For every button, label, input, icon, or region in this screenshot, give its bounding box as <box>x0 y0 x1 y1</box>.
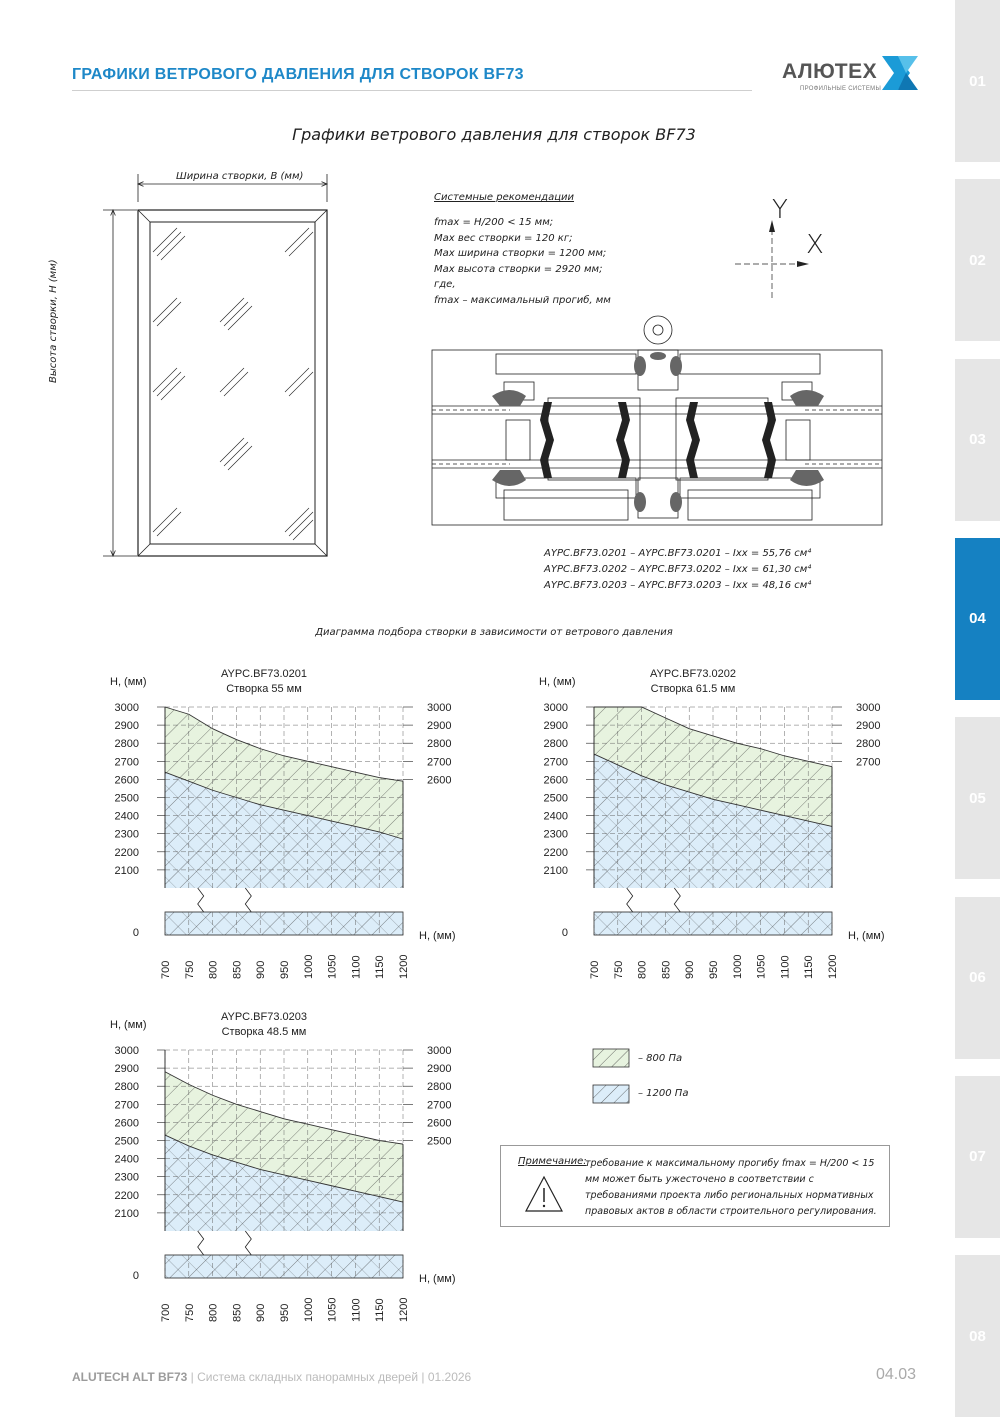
y-tick-right: 3000 <box>856 702 881 714</box>
y-tick-right: 2800 <box>427 738 452 751</box>
y-tick-right: 2600 <box>427 1117 452 1130</box>
y-tick-left: 0 <box>561 927 568 939</box>
note-text: требование к максимальному прогибу fmax = H/200 < 15 мм может быть ужесточено в соответствии с требованиями проекта либо региональных нормативных правовых актов в области строительного регулирования. <box>585 1158 877 1217</box>
logo-subtitle: ПРОФИЛЬНЫЕ СИСТЕМЫ <box>800 86 882 92</box>
profile-line: AYPC.BF73.0202 – AYPC.BF73.0202 – Ixx = 61,30 см⁴ <box>544 564 812 575</box>
legend-swatches <box>592 1048 632 1108</box>
x-tick-label: 950 <box>279 1303 291 1322</box>
chart-profile-0201 <box>95 660 470 985</box>
profile-section-drawing <box>430 310 885 528</box>
chart-title: AYPC.BF73.0201 <box>220 668 308 680</box>
y-tick-left: 2300 <box>543 828 568 841</box>
x-tick-label: 750 <box>183 960 196 979</box>
x-tick-label: 1200 <box>398 954 410 979</box>
y-tick-right: 2600 <box>427 774 452 787</box>
note-label: Примечание: <box>518 1156 587 1167</box>
x-tick-label: 700 <box>160 1303 172 1322</box>
chart-profile-0202 <box>524 660 899 985</box>
y-tick-left: 2400 <box>114 1153 139 1166</box>
logo-text: АЛЮТЕХ <box>782 60 878 83</box>
logo-icon <box>880 54 920 92</box>
y-tick-left: 2100 <box>114 864 139 877</box>
x-tick-label: 1200 <box>827 954 839 979</box>
y-tick-left: 2600 <box>543 774 568 787</box>
x-tick-label: 900 <box>255 960 268 979</box>
axis-break-mark <box>674 888 680 912</box>
y-tick-right: 3000 <box>427 1045 452 1057</box>
y-tick-left: 2700 <box>114 756 139 769</box>
y-tick-left: 2800 <box>114 1081 139 1094</box>
x-tick-label: 1050 <box>755 954 768 979</box>
recommendation-line: Max ширина створки = 1200 мм; <box>434 248 607 259</box>
y-tick-left: 2500 <box>543 792 568 805</box>
y-tick-left: 2600 <box>114 774 139 787</box>
x-tick-label: 950 <box>279 960 291 979</box>
y-tick-left: 2200 <box>543 846 568 859</box>
axis-x-label: X <box>806 230 824 260</box>
y-tick-left: 0 <box>132 927 139 939</box>
axis-break-mark <box>627 888 633 912</box>
y-tick-left: 2200 <box>114 1189 139 1202</box>
axis-break-mark <box>245 1231 251 1255</box>
header-divider <box>72 90 752 91</box>
sash-width-label: Ширина створки, В (мм) <box>176 171 304 182</box>
y-tick-left: 2900 <box>114 1063 139 1076</box>
chart-title: AYPC.BF73.0203 <box>220 1011 308 1023</box>
y-tick-right: 2500 <box>427 1135 452 1148</box>
header-title: ГРАФИКИ ВЕТРОВОГО ДАВЛЕНИЯ ДЛЯ СТВОРОК BF73 <box>72 66 524 83</box>
chart-subtitle: Створка 55 мм <box>226 683 302 695</box>
y-axis-label: H, (мм) <box>110 1019 147 1031</box>
recommendation-line: где, <box>434 279 456 290</box>
tab-02[interactable]: 02 <box>955 179 1000 341</box>
x-tick-label: 1200 <box>398 1297 410 1322</box>
x-tick-label: 1000 <box>731 954 744 979</box>
tab-05[interactable]: 05 <box>955 717 1000 879</box>
chart-subtitle: Створка 61.5 мм <box>650 683 736 695</box>
y-tick-left: 2300 <box>114 1171 139 1184</box>
x-tick-label: 750 <box>183 1303 196 1322</box>
sash-drawing <box>95 160 340 570</box>
y-tick-right: 2700 <box>856 756 881 769</box>
axis-break-mark <box>198 1231 204 1255</box>
chart-title: AYPC.BF73.0202 <box>649 668 737 680</box>
x-axis-label: H, (мм) <box>419 1273 456 1285</box>
x-tick-label: 900 <box>255 1303 268 1322</box>
profile-line: AYPC.BF73.0201 – AYPC.BF73.0201 – Ixx = 55,76 см⁴ <box>544 548 812 559</box>
footer-text <box>72 1370 471 1384</box>
y-tick-right: 3000 <box>427 702 452 714</box>
x-tick-label: 800 <box>207 960 220 979</box>
y-tick-left: 2500 <box>114 792 139 805</box>
x-tick-label: 1100 <box>350 955 363 979</box>
tab-08[interactable]: 08 <box>955 1255 1000 1417</box>
x-tick-label: 1150 <box>803 955 816 979</box>
y-tick-right: 2900 <box>427 720 452 733</box>
document-title: Графики ветрового давления для створок BF73 <box>292 125 696 144</box>
tab-01[interactable]: 01 <box>955 0 1000 162</box>
tab-06[interactable]: 06 <box>955 897 1000 1059</box>
x-tick-label: 850 <box>660 960 673 979</box>
x-tick-label: 950 <box>708 960 720 979</box>
x-tick-label: 900 <box>684 960 697 979</box>
section-tabs <box>955 0 1000 1415</box>
y-tick-left: 2900 <box>114 720 139 733</box>
x-tick-label: 800 <box>207 1303 220 1322</box>
warning-icon <box>524 1174 564 1214</box>
x-tick-label: 1100 <box>779 955 792 979</box>
x-tick-label: 850 <box>231 960 244 979</box>
y-tick-left: 2900 <box>543 720 568 733</box>
recommendation-line: fmax – максимальный прогиб, мм <box>434 294 611 306</box>
chart-profile-0203 <box>95 1003 470 1328</box>
page-number: 04.03 <box>876 1366 917 1383</box>
legend-label-800: – 800 Па <box>638 1053 683 1064</box>
y-tick-left: 2700 <box>114 1099 139 1112</box>
y-tick-right: 2700 <box>427 756 452 769</box>
recommendations-list <box>434 215 611 308</box>
axis-y-label: Y <box>772 195 788 225</box>
x-tick-label: 750 <box>612 960 625 979</box>
y-tick-right: 2800 <box>856 738 881 751</box>
x-tick-label: 800 <box>636 960 649 979</box>
y-tick-left: 2400 <box>543 810 568 823</box>
profiles-list <box>544 546 811 594</box>
x-tick-label: 700 <box>589 960 601 979</box>
sash-height-label: Высота створки, Н (мм) <box>48 259 59 383</box>
y-tick-left: 2300 <box>114 828 139 841</box>
recommendation-line: Max вес створки = 120 кг; <box>434 232 573 244</box>
profile-line: AYPC.BF73.0203 – AYPC.BF73.0203 – Ixx = 48,16 см⁴ <box>544 580 812 591</box>
tab-03[interactable]: 03 <box>955 359 1000 521</box>
y-tick-right: 2800 <box>427 1081 452 1094</box>
axis-break-mark <box>245 888 251 912</box>
x-tick-label: 1000 <box>302 1297 315 1322</box>
diagram-title: Диаграмма подбора створки в зависимости от ветрового давления <box>315 627 673 638</box>
y-tick-right: 2900 <box>427 1063 452 1076</box>
y-tick-left: 2100 <box>543 864 568 877</box>
recommendations-heading: Системные рекомендации <box>434 192 575 203</box>
recommendation-line: fmax = H/200 < 15 мм; <box>434 217 554 228</box>
footer-description: | Система складных панорамных дверей | 01.2026 <box>187 1370 472 1384</box>
y-tick-left: 2400 <box>114 810 139 823</box>
y-tick-left: 2200 <box>114 846 139 859</box>
x-tick-label: 1050 <box>326 1297 339 1322</box>
x-tick-label: 1050 <box>326 954 339 979</box>
y-tick-left: 2800 <box>114 738 139 751</box>
y-axis-label: H, (мм) <box>539 676 576 688</box>
y-tick-left: 2800 <box>543 738 568 751</box>
y-tick-left: 0 <box>132 1270 139 1282</box>
axis-break-mark <box>198 888 204 912</box>
x-axis-label: H, (мм) <box>848 930 885 942</box>
x-tick-label: 1100 <box>350 1298 363 1322</box>
x-tick-label: 1150 <box>374 955 387 979</box>
x-tick-label: 700 <box>160 960 172 979</box>
y-tick-left: 3000 <box>114 702 139 714</box>
footer-brand: ALUTECH ALT BF73 <box>72 1370 188 1384</box>
y-tick-right: 2900 <box>856 720 881 733</box>
chart-subtitle: Створка 48.5 мм <box>221 1026 307 1038</box>
legend-label-1200: – 1200 Па <box>638 1088 689 1099</box>
y-tick-left: 2100 <box>114 1207 139 1220</box>
y-tick-right: 2700 <box>427 1099 452 1112</box>
y-tick-left: 3000 <box>114 1045 139 1057</box>
y-axis-label: H, (мм) <box>110 676 147 688</box>
y-tick-left: 2600 <box>114 1117 139 1130</box>
y-tick-left: 3000 <box>543 702 568 714</box>
tab-04[interactable]: 04 <box>955 538 1000 700</box>
x-tick-label: 1000 <box>302 954 315 979</box>
recommendation-line: Max высота створки = 2920 мм; <box>434 263 603 275</box>
x-axis-label: H, (мм) <box>419 930 456 942</box>
y-tick-left: 2700 <box>543 756 568 769</box>
y-tick-left: 2500 <box>114 1135 139 1148</box>
x-tick-label: 850 <box>231 1303 244 1322</box>
x-tick-label: 1150 <box>374 1298 387 1322</box>
tab-07[interactable]: 07 <box>955 1076 1000 1238</box>
